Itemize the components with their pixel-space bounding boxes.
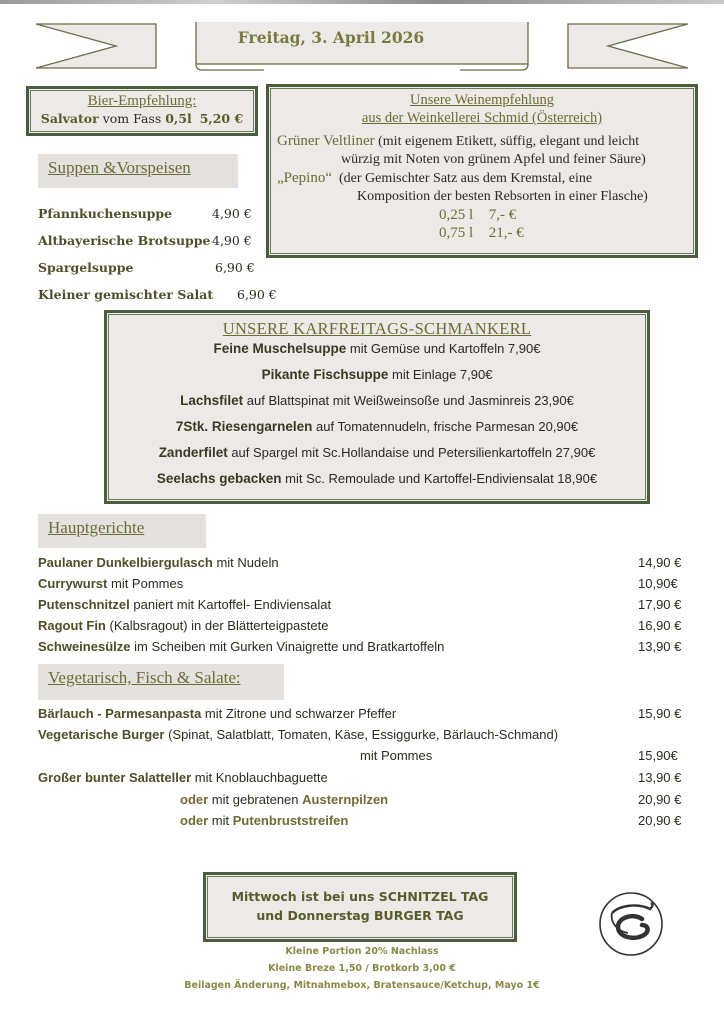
special-name: Seelachs gebacken [156,471,282,486]
veg-oder: oder [180,813,209,828]
veg-desc: mit Knoblauchbaguette [194,770,328,785]
special-name: Lachsfilet [180,393,244,408]
wine-recommendation-box [266,84,698,258]
special-name: Zanderfilet [158,445,228,460]
main-name: Ragout Fin [38,618,106,633]
veg-price: 20,90 € [638,792,682,807]
promo-line-1: Mittwoch ist bei uns SCHNITZEL TAG [231,889,489,904]
veg-item [38,727,558,742]
beer-price: 5,20 € [199,111,244,126]
main-desc: im Scheiben mit Gurken Vinaigrette und Bratkartoffeln [134,639,445,654]
promo-line-2: und Donnerstag BURGER TAG [256,908,464,923]
veg-desc2: mit Pommes [360,748,433,763]
veg-name: Vegetarische Burger [38,727,165,742]
special-desc: mit Einlage 7,90€ [391,367,493,382]
soups-heading [38,154,238,188]
veg-name: Großer bunter Salatteller [38,770,192,785]
veg-price: 15,90€ [638,748,678,763]
special-item [107,367,647,382]
veg-name: Austernpilzen [302,792,389,807]
wine-size: 0,75 l [439,225,474,241]
soup-name: Spargelsuppe [38,260,134,275]
beer-recommendation-box [26,86,258,136]
special-item [107,445,647,460]
wine2-name: „Pepino“ [277,170,332,186]
soup-price: 4,90 € [212,233,252,248]
wine1-desc2: würzig mit Noten von grünem Apfel und feiner Säure) [341,152,646,167]
veg-desc: mit [211,813,230,828]
special-desc: auf Spargel mit Sc.Hollandaise und Petersilienkartoffeln 27,90€ [231,445,596,460]
main-item [38,618,328,633]
soup-name: Kleiner gemischter Salat [38,287,214,302]
wine1-desc1: (mit eigenem Etikett, süffig, elegant und leicht [378,134,640,149]
special-item [107,393,647,408]
mains-heading [38,514,206,548]
main-price: 16,90 € [638,618,682,633]
main-item [38,555,279,570]
promo-box [203,872,517,942]
veg-desc: (Spinat, Salatblatt, Tomaten, Käse, Essiggurke, Bärlauch-Schmand) [168,727,559,742]
main-name: Paulaner Dunkelbiergulasch [38,555,213,570]
veg-oder: oder [180,792,209,807]
main-desc: mit Pommes [110,576,184,591]
wine-price-row [269,224,695,242]
note-line: Kleine Breze 1,50 / Brotkorb 3,00 € [268,963,456,974]
wine-price-row [269,206,695,224]
soups-heading-text: Suppen &Vorspeisen [48,158,191,177]
note-line: Beilagen Änderung, Mitnahmebox, Bratensauce/Ketchup, Mayo 1€ [184,980,540,991]
soup-price: 6,90 € [237,287,277,302]
special-desc: mit Gemüse und Kartoffeln 7,90€ [349,341,541,356]
wine1-line [269,132,695,151]
wine2-desc1: (der Gemischter Satz aus dem Kremstal, eine [338,171,593,186]
veg-item [180,813,348,828]
special-item [107,341,647,356]
note-line: Kleine Portion 20% Nachlass [285,946,439,957]
wine2-desc2: Komposition der besten Rebsorten in einer Flasche) [357,189,648,204]
main-desc: (Kalbsragout) in der Blätterteigpastete [109,618,329,633]
main-desc: paniert mit Kartoffel- Endiviensalat [133,597,332,612]
wine-size: 0,25 l [439,207,474,223]
special-desc: auf Blattspinat mit Weißweinsoße und Jasminreis 23,90€ [246,393,574,408]
veg-price: 15,90 € [638,706,682,721]
main-price: 13,90 € [638,639,682,654]
good-friday-specials-box [104,310,650,504]
wine2-line [269,169,695,188]
beer-line [29,111,255,126]
wine-title-2: aus der Weinkellerei Schmid (Österreich) [361,110,603,126]
special-name: Pikante Fischsuppe [261,367,389,382]
main-price: 14,90 € [638,555,682,570]
main-name: Putenschnitzel [38,597,130,612]
beer-size: 0,5l [165,111,192,126]
special-name: Feine Muschelsuppe [213,341,347,356]
veg-item [180,792,388,807]
scan-edge [0,0,724,4]
soup-price: 6,90 € [215,260,255,275]
special-desc: mit Sc. Remoulade und Kartoffel-Endiviensalat 18,90€ [285,471,598,486]
beer-name: Salvator [40,111,99,126]
veg-heading [38,664,284,700]
veg-price: 20,90 € [638,813,682,828]
special-name: 7Stk. Riesengarnelen [175,419,313,434]
wine1-name: Grüner Veltliner [277,133,375,149]
wine-price: 21,- € [488,225,524,241]
main-desc: mit Nudeln [216,555,279,570]
soup-price: 4,90 € [212,206,252,221]
veg-heading-text: Vegetarisch, Fisch & Salate: [48,668,241,687]
main-price: 17,90 € [638,597,682,612]
wine-title-1: Unsere Weinempfehlung [410,92,554,108]
main-price: 10,90€ [638,576,678,591]
beer-title: Bier-Empfehlung: [87,93,197,109]
veg-name: Bärlauch - Parmesanpasta [38,706,202,721]
restaurant-monogram-logo-icon [598,891,664,957]
beer-desc: vom Fass [102,111,162,126]
mains-heading-text: Hauptgerichte [48,518,145,537]
wine-price: 7,- € [488,207,517,223]
main-item [38,576,183,591]
veg-item [38,706,396,721]
soup-name: Altbayerische Brotsuppe [38,233,211,248]
special-desc: auf Tomatennudeln, frische Parmesan 20,90€ [316,419,579,434]
main-name: Schweinesülze [38,639,131,654]
date-title: Freitag, 3. April 2026 [237,28,425,47]
veg-price: 13,90 € [638,770,682,785]
main-item [38,639,444,654]
date-banner [36,22,688,72]
veg-desc: mit Zitrone und schwarzer Pfeffer [204,706,397,721]
specials-heading: UNSERE KARFREITAGS-SCHMANKERL [222,319,532,338]
veg-name: Putenbruststreifen [232,813,349,828]
main-item [38,597,331,612]
special-item [107,419,647,434]
veg-item [38,770,328,785]
veg-desc: mit gebratenen [211,792,299,807]
soup-name: Pfannkuchensuppe [38,206,173,221]
special-item [107,471,647,486]
main-name: Currywurst [38,576,108,591]
